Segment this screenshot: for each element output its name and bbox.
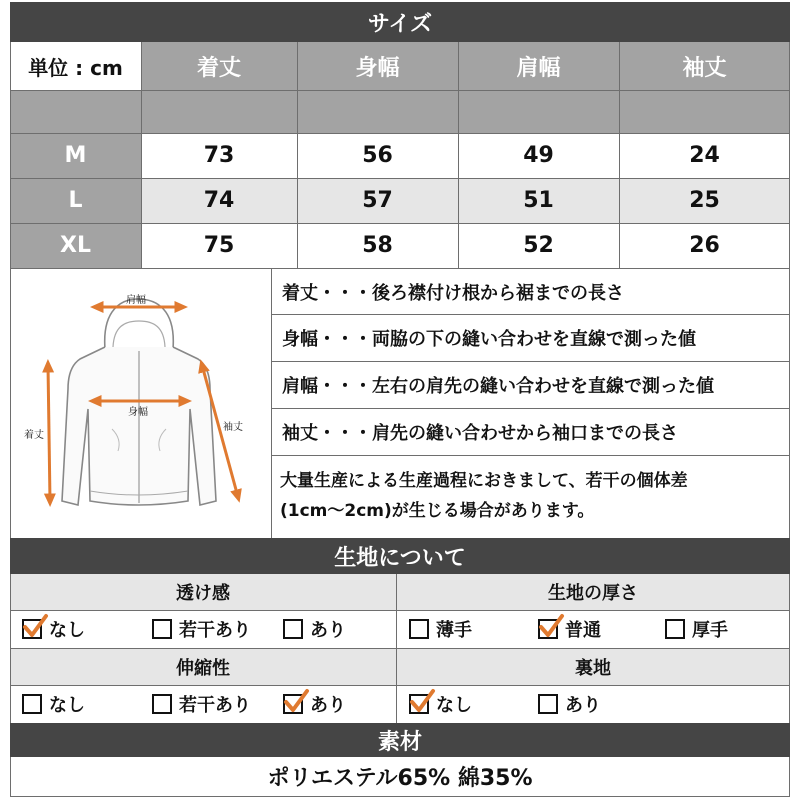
material-title: 素材 [377,729,422,755]
blank-gray-row [10,90,790,133]
checkbox[interactable] [409,619,429,639]
checkbox[interactable] [665,619,685,639]
option-label: あり [310,620,346,641]
option-label: 普通 [565,620,601,641]
checkbox[interactable] [538,694,558,714]
definition-shoulder: 肩幅・・・左右の肩先の縫い合わせを直線で測った値 [282,376,714,397]
checkbox[interactable] [22,694,42,714]
table-cell: 26 [689,233,720,258]
width-label: 身幅 [128,407,148,418]
table-cell: 58 [362,233,393,258]
fabric-title: 生地について [334,545,466,571]
sleeve-label: 袖丈 [223,422,243,433]
length-label: 着丈 [24,430,44,441]
hoodie-diagram [10,269,271,537]
stretch-option-none[interactable] [22,685,85,723]
checkbox[interactable] [283,694,303,714]
stretch-title: 伸縮性 [10,648,396,685]
table-cell: 57 [297,178,458,223]
material-title-band [10,723,790,757]
length-arrow [48,365,50,501]
checkbox[interactable] [409,694,429,714]
checkbox[interactable] [22,619,42,639]
table-cell: 25 [619,178,790,223]
table-cell: 49 [523,143,554,168]
size-label-l: L [10,178,141,223]
col-header-sleeve: 袖丈 [619,42,790,90]
option-label: 薄手 [436,620,472,641]
stretch-option-yes[interactable] [283,685,346,723]
definition-length: 着丈・・・後ろ襟付け根から裾までの長さ [282,282,624,304]
option-label: あり [565,695,601,716]
note-line-1: 大量生産による生産過程におきまして、若干の個体差 [280,471,688,491]
lining-option-yes[interactable] [538,685,601,723]
option-label: 若干あり [179,620,251,641]
definition-sleeve: 袖丈・・・肩先の縫い合わせから袖口までの長さ [282,423,678,444]
fabric-title-band [10,538,790,574]
col-header-length: 着丈 [141,42,297,90]
table-cell: 52 [523,233,554,258]
thickness-option-thick[interactable] [665,610,728,648]
unit-label: 単位 : cm [10,42,141,90]
checkmark-icon [21,612,49,640]
checkbox[interactable] [283,619,303,639]
material-text: ポリエステル65% 綿35% [10,757,790,797]
checkbox[interactable] [152,694,172,714]
table-cell: 75 [203,233,235,258]
checkbox[interactable] [538,619,558,639]
tolerance-note [272,456,790,537]
transparency-option-slight[interactable] [152,610,251,648]
table-cell: 73 [203,143,235,168]
option-label: 若干あり [179,695,251,716]
option-label: なし [49,620,85,641]
shoulder-label: 肩幅 [126,295,146,306]
checkmark-icon [282,687,310,715]
thickness-title: 生地の厚さ [396,574,790,610]
table-cell: 74 [141,178,297,223]
transparency-title: 透け感 [10,574,396,610]
size-label-xl: XL [10,223,141,268]
col-header-width: 身幅 [297,42,458,90]
col-header-shoulder: 肩幅 [458,42,619,90]
transparency-option-yes[interactable] [283,610,346,648]
thickness-option-thin[interactable] [409,610,472,648]
size-title-band [10,2,790,42]
thickness-option-normal[interactable] [538,610,601,648]
table-cell: 24 [689,143,720,168]
lining-option-none[interactable] [409,685,472,723]
option-label: 厚手 [692,620,728,641]
option-label: なし [436,695,472,716]
table-cell: 51 [458,178,619,223]
checkmark-icon [408,687,436,715]
checkbox[interactable] [152,619,172,639]
size-label-m: M [10,133,141,178]
lining-title: 裏地 [396,648,790,685]
note-line-2: (1cm〜2cm)が生じる場合があります。 [280,501,595,521]
stretch-option-slight[interactable] [152,685,251,723]
transparency-option-none[interactable] [22,610,85,648]
checkmark-icon [537,612,565,640]
size-title: サイズ [367,11,433,37]
definition-width: 身幅・・・両脇の下の縫い合わせを直線で測った値 [282,329,696,350]
option-label: なし [49,695,85,716]
option-label: あり [310,695,346,716]
table-cell: 56 [362,143,393,168]
